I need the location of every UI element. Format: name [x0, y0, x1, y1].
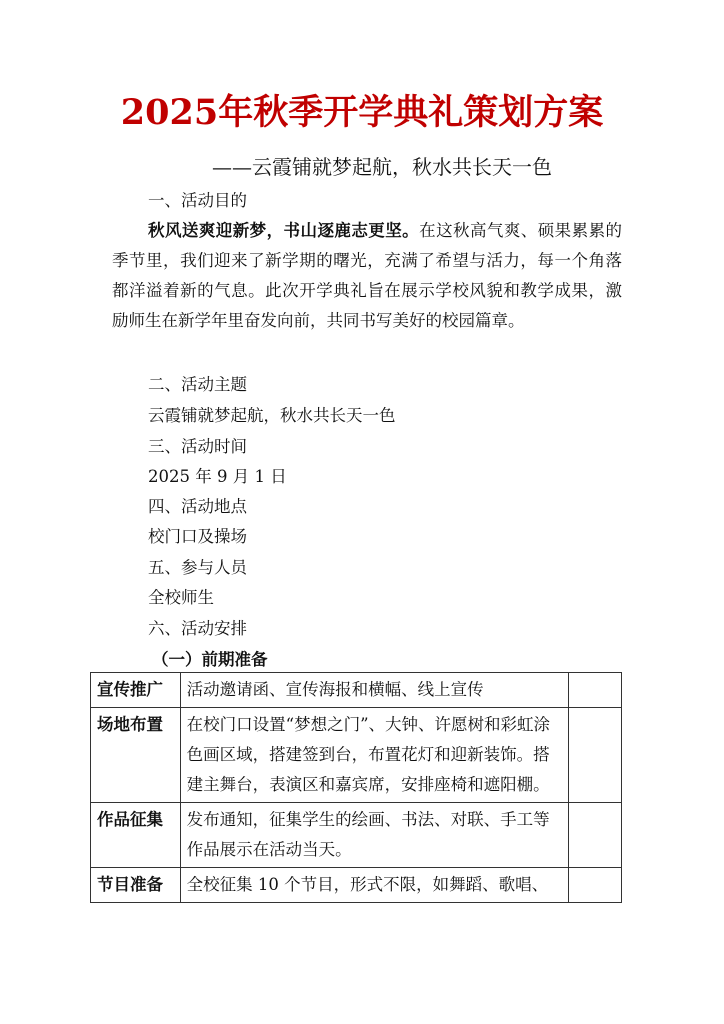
row-label: 场地布置: [91, 708, 181, 803]
table-row: [91, 673, 622, 708]
row-content: 全校征集 10 个节目，形式不限，如舞蹈、歌唱、: [180, 868, 568, 903]
document-title: 2025年秋季开学典礼策划方案: [120, 92, 604, 133]
row-content: 发布通知，征集学生的绘画、书法、对联、手工等作品展示在活动当天。: [180, 803, 568, 868]
section-heading-purpose: 一、活动目的: [148, 191, 247, 210]
section-heading-location: 四、活动地点: [148, 497, 247, 516]
purpose-lead: 秋风送爽迎新梦，书山逐鹿志更坚。: [148, 221, 420, 240]
preparation-table: [90, 672, 622, 903]
section-heading-theme: 二、活动主题: [148, 375, 247, 394]
purpose-paragraph: [112, 216, 622, 336]
subsection-heading-preparation: （一）前期准备: [152, 650, 268, 669]
section-heading-time: 三、活动时间: [148, 437, 247, 456]
purpose-text: 在这秋高气爽、硕果累累的季节里，我们迎来了新学期的曙光，充满了希望与活力，每一个角落都洋溢着新的气息。此次开学典礼旨在展示学校风貌和教学成果，激励师生在新学年里奋发向前，共同书写美好的校园篇章。: [112, 221, 623, 330]
row-content: 在校门口设置“梦想之门”、大钟、许愿树和彩虹涂色画区域，搭建签到台，布置花灯和迎新装饰。搭建主舞台，表演区和嘉宾席，安排座椅和遮阳棚。: [180, 708, 568, 803]
table-row: [91, 868, 622, 903]
theme-value: 云霞铺就梦起航，秋水共长天一色: [148, 406, 396, 425]
row-empty-cell: [568, 803, 621, 868]
row-label: 作品征集: [91, 803, 181, 868]
table-row: [91, 803, 622, 868]
location-value: 校门口及操场: [148, 527, 247, 546]
section-heading-arrangement: 六、活动安排: [148, 619, 247, 638]
participants-value: 全校师生: [148, 588, 214, 607]
row-content: 活动邀请函、宣传海报和横幅、线上宣传: [180, 673, 568, 708]
section-heading-participants: 五、参与人员: [148, 558, 247, 577]
row-empty-cell: [568, 673, 621, 708]
row-empty-cell: [568, 868, 621, 903]
document-subtitle: ——云霞铺就梦起航，秋水共长天一色: [212, 155, 552, 179]
table-row: [91, 708, 622, 803]
row-empty-cell: [568, 708, 621, 803]
row-label: 节目准备: [91, 868, 181, 903]
time-value: 2025 年 9 月 1 日: [148, 467, 287, 486]
row-label: 宣传推广: [91, 673, 181, 708]
